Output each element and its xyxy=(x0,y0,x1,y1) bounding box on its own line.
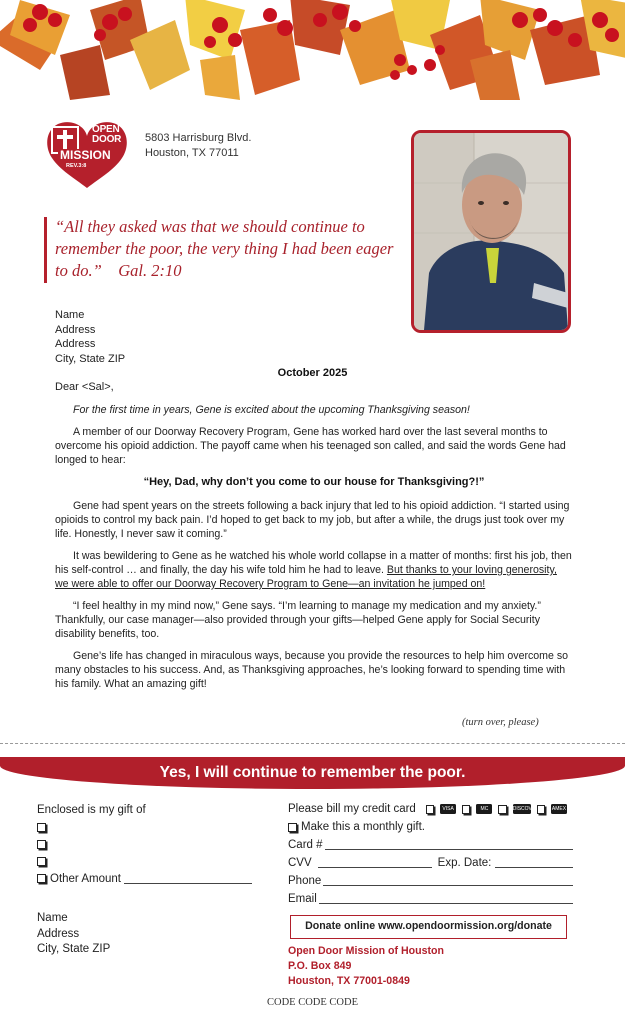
letter-paragraph-4: “I feel healthy in my mind now,” Gene says. “I’m learning to manage my medication and my anxiety.” Thankfully, our case manager—also provided through your gifts—helped Gene apply for Social Security disability benefits, too. xyxy=(55,600,541,640)
gift-option-2[interactable] xyxy=(37,837,252,854)
org-po-box: P.O. Box 849 xyxy=(288,960,352,972)
checkbox-icon[interactable] xyxy=(37,874,46,883)
letter-date: October 2025 xyxy=(277,367,348,379)
autumn-leaves-banner xyxy=(0,0,625,105)
letter-greeting: Dear <Sal>, xyxy=(55,381,114,393)
recipient-address-1: Address xyxy=(55,323,96,336)
logo-line-open: OPEN xyxy=(92,124,120,135)
checkbox-icon[interactable] xyxy=(498,805,506,814)
discover-card-icon: DISCOVER xyxy=(512,806,539,812)
gift-label: Enclosed is my gift of xyxy=(37,804,146,816)
checkbox-icon[interactable] xyxy=(37,840,46,849)
card-number-field[interactable] xyxy=(325,840,573,850)
other-amount-field[interactable] xyxy=(124,874,252,884)
logo-scripture-ref: REV.3:8 xyxy=(66,163,87,169)
reply-banner: Yes, I will continue to remember the poor. xyxy=(0,757,625,789)
monthly-gift-label: Make this a monthly gift. xyxy=(301,821,425,833)
recipient-address xyxy=(55,308,125,366)
donor-street: Address xyxy=(37,927,80,940)
logo-line-door: DOOR xyxy=(92,134,122,145)
gift-options xyxy=(37,802,252,888)
letter-paragraph-3-underlined: But thanks to your loving generosity, we were able to offer our Doorway Recovery Program to Gene—an invitation he jumped on! xyxy=(55,564,557,590)
bill-card-label: Please bill my credit card xyxy=(288,803,416,815)
turn-over-note: (turn over, please) xyxy=(462,717,539,728)
phone-label: Phone xyxy=(288,875,322,887)
monthly-gift-row[interactable] xyxy=(288,818,573,836)
donate-online-link[interactable]: Donate online www.opendoormission.org/donate xyxy=(290,915,567,939)
donor-address xyxy=(37,911,110,958)
letter-paragraph-1: A member of our Doorway Recovery Program, Gene has worked hard over the last several months to overcome his opioid addiction. The payoff came when his teenaged son called, and said the words Gene had longed to hear: xyxy=(55,426,566,466)
mastercard-card-icon: MC xyxy=(476,804,492,814)
address-city: Houston, TX 77011 xyxy=(145,147,239,159)
letter-paragraph-3 xyxy=(55,549,573,591)
org-name: Open Door Mission of Houston xyxy=(288,945,444,957)
bill-card-row xyxy=(288,800,573,818)
quote-text: “All they asked was that we should continue to remember the poor, the very thing I had been eager to do.” xyxy=(55,217,394,280)
checkbox-icon[interactable] xyxy=(462,805,470,814)
checkbox-icon[interactable] xyxy=(37,857,46,866)
letter-paragraph-5: Gene’s life has changed in miraculous ways, because you provide the resources to help him overcome so many obstacles to his success. And, as Thanksgiving approaches, he’s looking forward to spending time with his family. What an amazing gift! xyxy=(55,650,569,690)
mission-address xyxy=(145,131,251,161)
visa-card-icon: VISA xyxy=(440,804,456,814)
scripture-quote xyxy=(55,216,395,282)
donor-name: Name xyxy=(37,912,68,924)
card-number-row xyxy=(288,836,573,854)
address-street: 5803 Harrisburg Blvd. xyxy=(145,132,252,144)
amex-card-icon: AMEX xyxy=(551,806,567,812)
checkbox-icon[interactable] xyxy=(537,805,545,814)
gift-option-1[interactable] xyxy=(37,820,252,837)
email-row xyxy=(288,890,573,908)
gift-option-3[interactable] xyxy=(37,854,252,871)
recipient-city: City, State ZIP xyxy=(55,352,126,365)
gift-option-other[interactable] xyxy=(37,871,252,888)
email-field[interactable] xyxy=(319,894,573,904)
recipient-name: Name xyxy=(55,309,85,321)
other-amount-label: Other Amount xyxy=(50,873,121,885)
org-city: Houston, TX 77001-0849 xyxy=(288,975,410,987)
letter-body xyxy=(55,403,573,699)
perforation-line xyxy=(0,743,625,744)
logo-line-mission: MISSION xyxy=(60,148,111,162)
mission-mailing-address xyxy=(288,944,444,989)
exp-date-label: Exp. Date: xyxy=(437,857,492,869)
letter-paragraph-3-text: It was bewildering to Gene as he watched his whole world collapse in a matter of months: first his job, then his self-control … and finally, the day his wife told him he had to leave. xyxy=(55,550,572,576)
letter-headline-quote: “Hey, Dad, why don’t you come to our house for Thanksgiving?!” xyxy=(143,476,485,488)
logo-wordmark xyxy=(88,125,121,145)
exp-date-field[interactable] xyxy=(495,858,573,868)
quote-accent-bar xyxy=(44,217,47,283)
cvv-field[interactable] xyxy=(318,858,432,868)
photo-of-gene xyxy=(411,130,571,333)
checkbox-icon[interactable] xyxy=(288,823,297,832)
letter-intro: For the first time in years, Gene is excited about the upcoming Thanksgiving season! xyxy=(73,404,470,416)
source-code: CODE CODE CODE xyxy=(267,997,358,1008)
letter-paragraph-2: Gene had spent years on the streets following a back injury that led to his opioid addiction. “I started using opioids to control my back pain. I’d hoped to get back to my job, but after a while, the drugs just took over my life. Honestly, I never saw it coming.” xyxy=(55,500,570,540)
credit-card-section xyxy=(288,800,573,908)
cvv-exp-row xyxy=(288,854,573,872)
cvv-label: CVV xyxy=(288,857,312,869)
email-label: Email xyxy=(288,893,317,905)
phone-field[interactable] xyxy=(323,876,573,886)
quote-reference: Gal. 2:10 xyxy=(118,261,182,280)
leaf-decoration xyxy=(0,0,625,100)
checkbox-icon[interactable] xyxy=(37,823,46,832)
checkbox-icon[interactable] xyxy=(426,805,434,814)
card-number-label: Card # xyxy=(288,839,323,851)
phone-row xyxy=(288,872,573,890)
donor-city: City, State ZIP xyxy=(37,943,111,955)
recipient-address-2: Address xyxy=(55,338,96,350)
